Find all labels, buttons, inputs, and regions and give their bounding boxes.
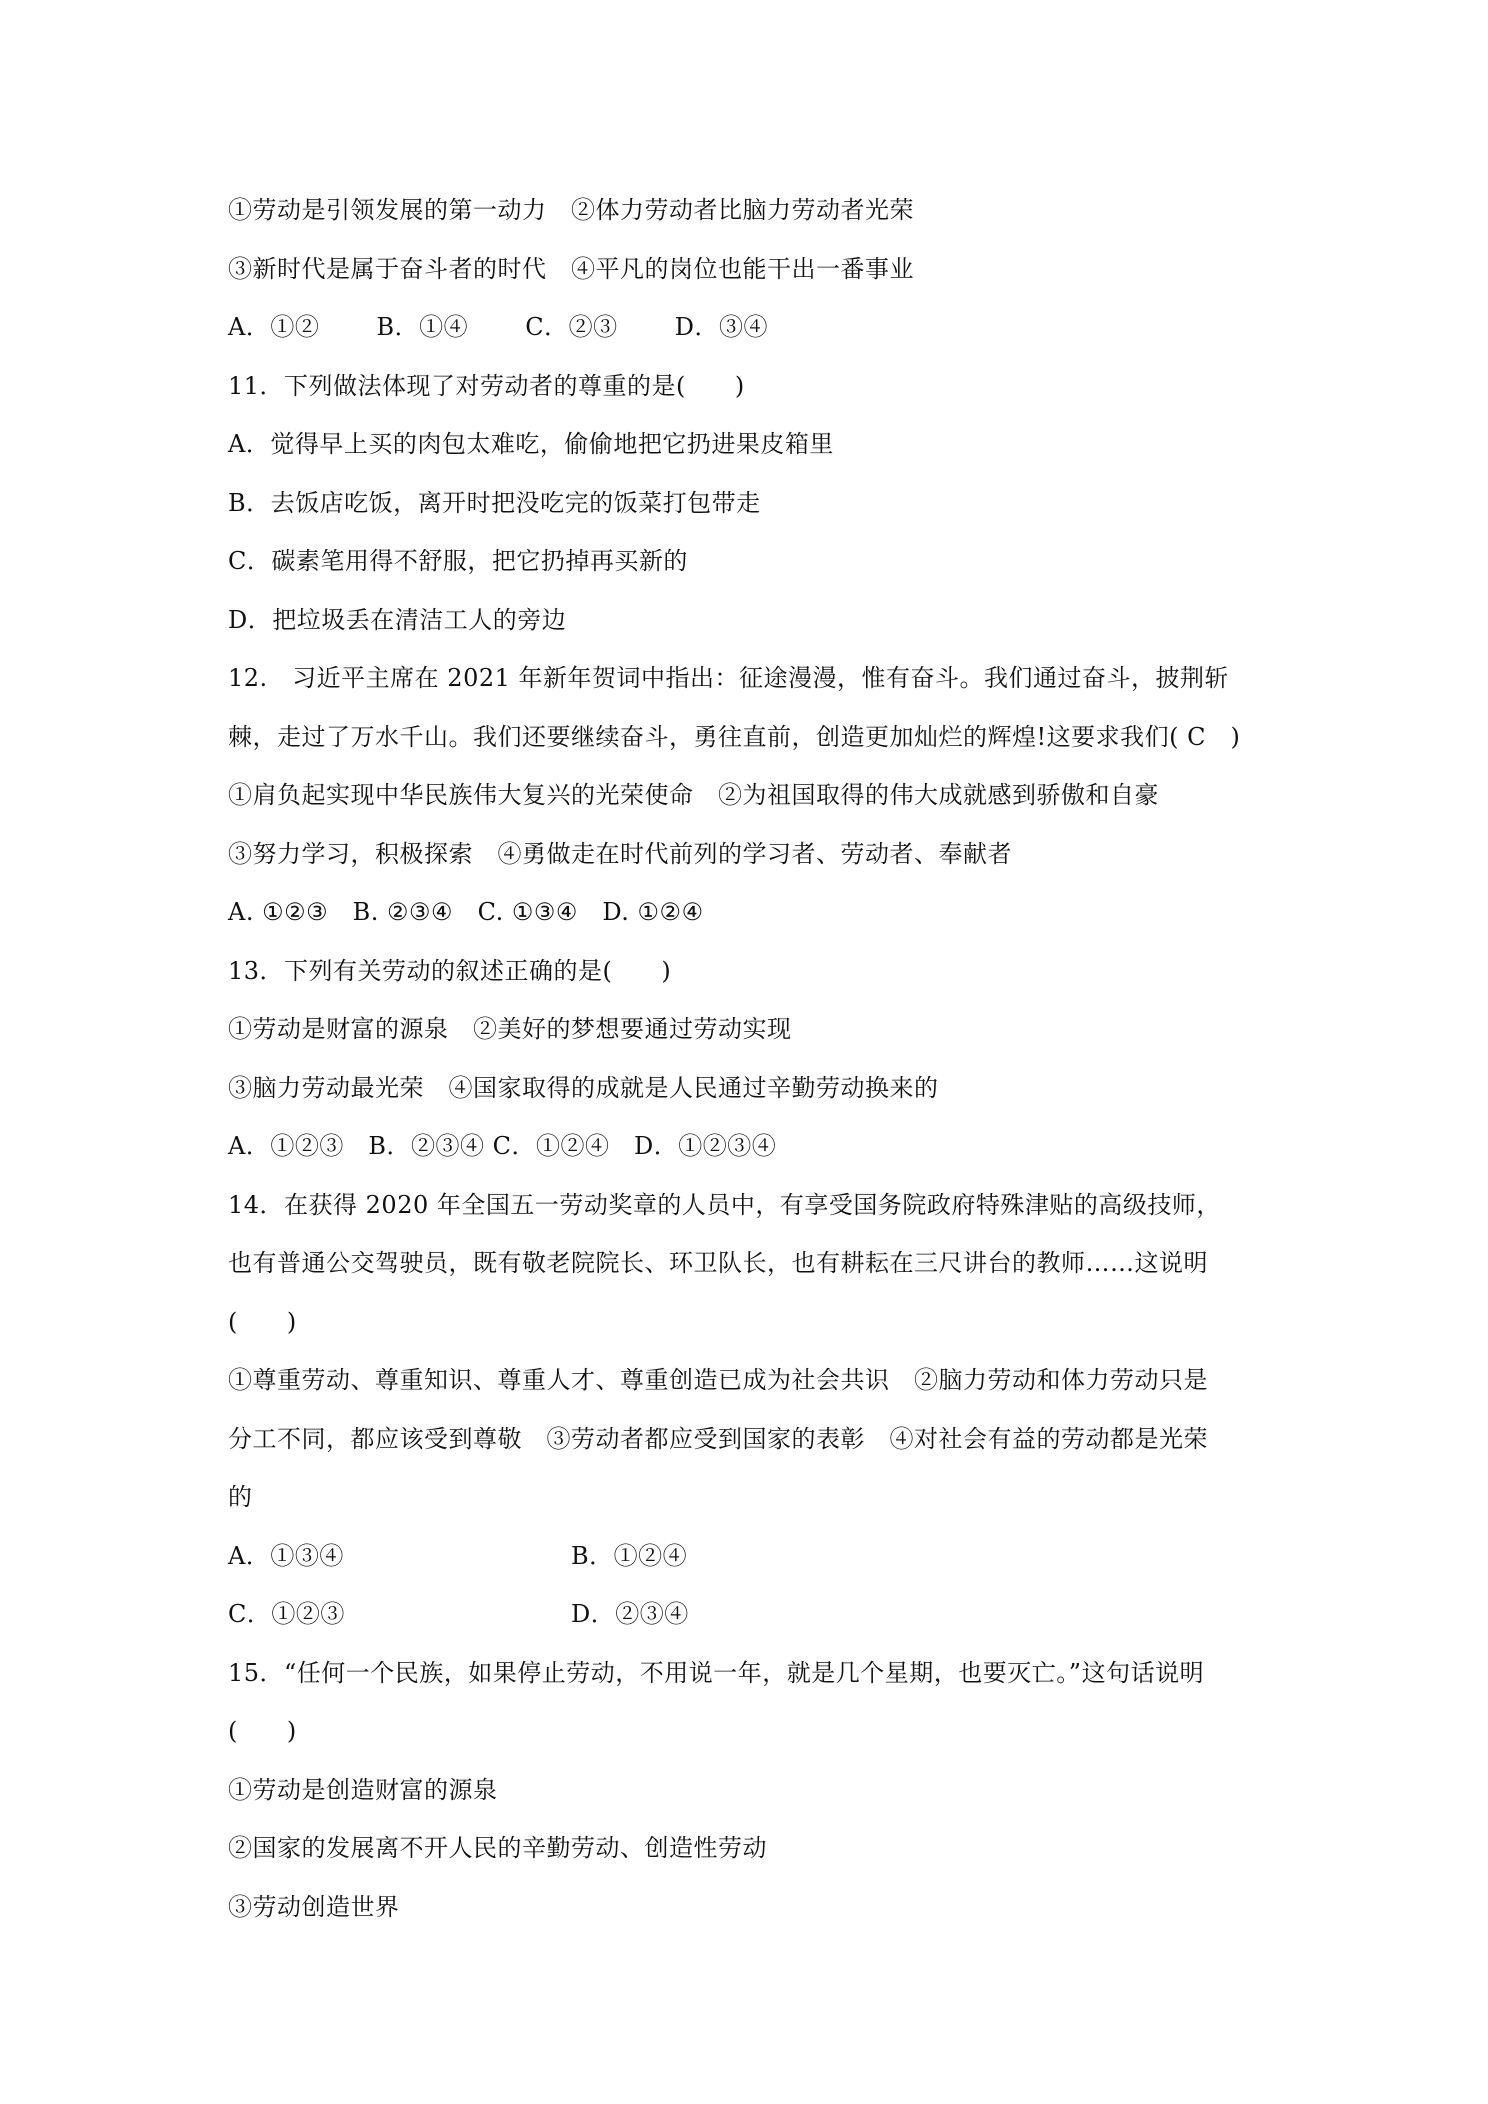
q13-options-line-2: ③脑力劳动最光荣 ④国家取得的成就是人民通过辛勤劳动换来的 [228,1074,939,1102]
q10-options-line-1: ①劳动是引领发展的第一动力 ②体力劳动者比脑力劳动者光荣 [228,196,914,224]
q15-stem-line-2: ( ) [228,1717,297,1745]
q14-stem-line-2: 也有普通公交驾驶员，既有敬老院院长、环卫队长，也有耕耘在三尺讲台的教师……这说明 [228,1249,1208,1277]
q14-options-line-2: 分工不同，都应该受到尊敬 ③劳动者都应受到国家的表彰 ④对社会有益的劳动都是光荣 [228,1425,1208,1453]
q11-stem: 11．下列做法体现了对劳动者的尊重的是( ) [228,372,745,400]
q14-choice-a: A．①③④ [228,1542,344,1570]
q13-stem: 13．下列有关劳动的叙述正确的是( ) [228,957,672,985]
q14-options-line-3: 的 [228,1483,253,1511]
q12-stem-line-2: 棘，走过了万水千山。我们还要继续奋斗，勇往直前，创造更加灿烂的辉煌!这要求我们( C ) [228,723,1241,751]
q15-option-3: ③劳动创造世界 [228,1893,400,1921]
q14-choice-d: D．②③④ [571,1600,689,1628]
q15-option-1: ①劳动是创造财富的源泉 [228,1776,498,1804]
q12-stem-line-1: 12. 习近平主席在 2021 年新年贺词中指出：征途漫漫，惟有奋斗。我们通过奋斗，披荆斩 [228,664,1230,692]
q13-options-line-1: ①劳动是财富的源泉 ②美好的梦想要通过劳动实现 [228,1015,792,1043]
q12-options-line-2: ③努力学习，积极探索 ④勇做走在时代前列的学习者、劳动者、奉献者 [228,840,1012,868]
q10-options-line-2: ③新时代是属于奋斗者的时代 ④平凡的岗位也能干出一番事业 [228,255,914,283]
q14-stem-line-3: ( ) [228,1308,297,1336]
q15-stem-line-1: 15．“任何一个民族，如果停止劳动，不用说一年，就是几个星期，也要灭亡。”这句话说明 [228,1659,1205,1687]
q11-choice-d: D．把垃圾丢在清洁工人的旁边 [228,606,567,634]
q14-options-line-1: ①尊重劳动、尊重知识、尊重人才、尊重创造已成为社会共识 ②脑力劳动和体力劳动只是 [228,1366,1208,1394]
q12-options-line-1: ①肩负起实现中华民族伟大复兴的光荣使命 ②为祖国取得的伟大成就感到骄傲和自豪 [228,781,1159,809]
q15-option-2: ②国家的发展离不开人民的辛勤劳动、创造性劳动 [228,1834,767,1862]
q11-choice-b: B．去饭店吃饭，离开时把没吃完的饭菜打包带走 [228,489,761,517]
q11-choice-c: C．碳素笔用得不舒服，把它扔掉再买新的 [228,547,688,575]
q11-choice-a: A．觉得早上买的肉包太难吃，偷偷地把它扔进果皮箱里 [228,430,834,458]
q12-choices: A. ①②③ B. ②③④ C. ①③④ D. ①②④ [228,898,704,926]
q14-stem-line-1: 14．在获得 2020 年全国五一劳动奖章的人员中，有享受国务院政府特殊津贴的高级技师， [228,1191,1221,1219]
q10-choices: A．①② B．①④ C．②③ D．③④ [228,313,768,341]
q14-choice-c: C．①②③ [228,1600,345,1628]
q14-choice-b: B．①②④ [571,1542,688,1570]
q13-choices: A．①②③ B．②③④ C．①②④ D．①②③④ [228,1132,777,1160]
